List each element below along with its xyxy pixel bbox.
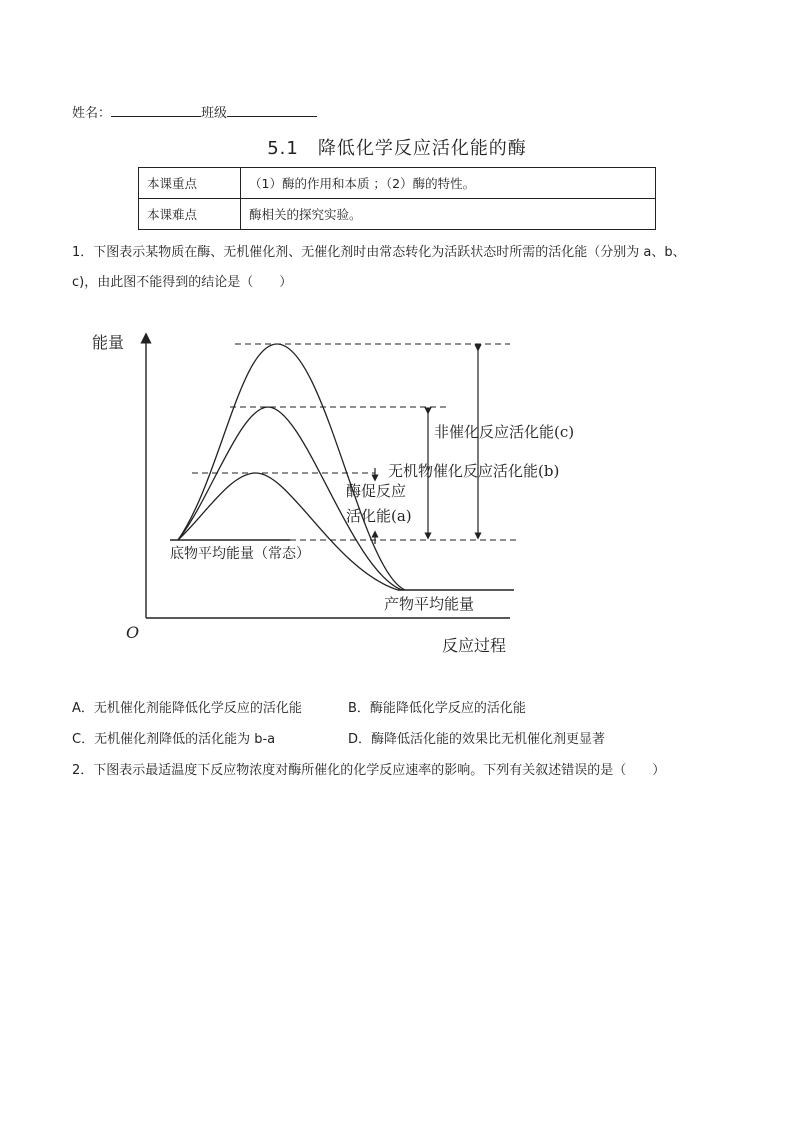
- table-key: 本课重点: [139, 168, 241, 199]
- y-axis-label: 能量: [92, 333, 125, 352]
- question1-line1: 1．下图表示某物质在酶、无机催化剂、无催化剂时由常态转化为活跃状态时所需的活化能（分别为 a、b、: [72, 245, 686, 260]
- option-b[interactable]: B．酶能降低化学反应的活化能: [348, 701, 526, 716]
- table-key: 本课难点: [139, 199, 241, 230]
- name-label: 姓名：: [72, 106, 112, 121]
- question2-text: 2．下图表示最适温度下反应物浓度对酶所催化的化学反应速率的影响。下列有关叙述错误的是（ ）: [72, 763, 666, 778]
- substrate-label: 底物平均能量（常态）: [170, 546, 310, 562]
- table-value: 酶相关的探究实验。: [241, 199, 656, 230]
- table-value: （1）酶的作用和本质 ；（2）酶的特性。: [241, 168, 656, 199]
- label-a-line1: 酶促反应: [346, 482, 407, 500]
- class-blank[interactable]: [227, 102, 317, 117]
- x-axis-label: 反应过程: [442, 636, 507, 655]
- origin-label: O: [126, 623, 140, 642]
- table-row: [139, 199, 656, 230]
- option-c[interactable]: C．无机催化剂降低的活化能为 b-a: [72, 732, 276, 747]
- page-title: 5.1 降低化学反应活化能的酶: [267, 138, 527, 159]
- label-c: 非催化反应活化能(c): [434, 423, 575, 441]
- table-row: [139, 168, 656, 199]
- option-a[interactable]: A．无机催化剂能降低化学反应的活化能: [72, 701, 302, 716]
- energy-diagram: [80, 320, 640, 665]
- label-b: 无机物催化反应活化能(b): [388, 462, 560, 480]
- name-class-line: [72, 102, 317, 121]
- class-label: 班级: [201, 106, 228, 121]
- product-label: 产物平均能量: [384, 595, 475, 613]
- question1-line2: c)，由此图不能得到的结论是（ ）: [72, 275, 293, 290]
- name-blank[interactable]: [111, 102, 201, 117]
- label-a-line2: 活化能(a): [346, 507, 412, 525]
- option-d[interactable]: D．酶降低活化能的效果比无机催化剂更显著: [348, 732, 606, 747]
- lesson-table: [138, 167, 656, 230]
